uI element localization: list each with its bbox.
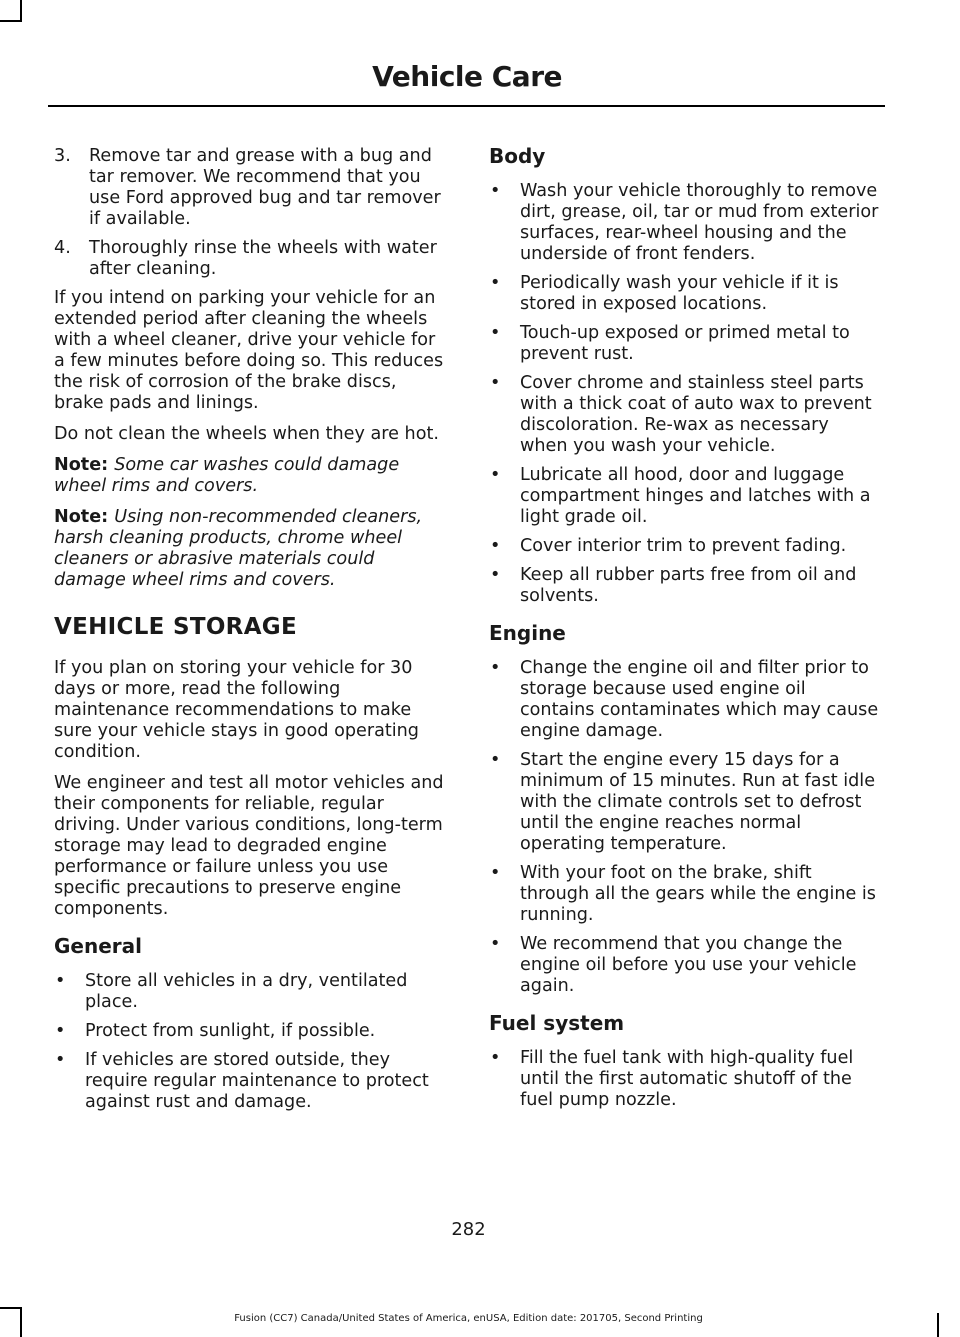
bullet-icon: • — [490, 465, 501, 485]
subsection-heading: General — [54, 934, 142, 958]
crop-mark-top-left-h — [0, 20, 22, 22]
list-item — [489, 750, 881, 855]
bullet-icon: • — [490, 1048, 501, 1068]
crop-mark-bottom-right — [937, 1313, 939, 1337]
right-column — [489, 146, 881, 1119]
subsection-heading: Fuel system — [489, 1011, 625, 1035]
bullet-icon: • — [490, 750, 501, 770]
paragraph: If you intend on parking your vehicle for an extended period after cleaning the wheels with a wheel cleaner, drive your vehicle for a few minutes before doing so. This reduces the risk of corrosion of the brake discs, brake pads and linings. — [54, 288, 444, 413]
list-item — [54, 146, 448, 230]
note-label: Note: — [54, 507, 109, 527]
list-item — [489, 934, 881, 997]
note — [54, 507, 448, 591]
subsection-heading: Body — [489, 144, 546, 168]
page-title: Vehicle Care — [372, 60, 562, 93]
bullet-text: Cover interior trim to prevent fading. — [520, 536, 847, 556]
bullet-icon: • — [490, 565, 501, 585]
bullet-icon: • — [490, 536, 501, 556]
note-text: Some car washes could damage wheel rims and covers. — [54, 455, 400, 496]
bullet-icon: • — [490, 373, 501, 393]
bullet-text: Fill the fuel tank with high-quality fuel until the first automatic shutoff of the fuel pump nozzle. — [520, 1048, 854, 1110]
header-divider — [48, 105, 885, 107]
list-item — [489, 465, 881, 528]
list-item — [489, 565, 881, 607]
step-number: 3. — [54, 146, 71, 166]
bullet-icon: • — [490, 323, 501, 343]
step-number: 4. — [54, 238, 71, 258]
list-item — [54, 1050, 448, 1113]
note-text: Using non-recommended cleaners, harsh cleaning products, chrome wheel cleaners or abrasive materials could damage wheel rims and covers. — [54, 507, 423, 590]
bullet-text: Touch-up exposed or primed metal to prevent rust. — [520, 323, 850, 364]
section-heading: VEHICLE STORAGE — [54, 614, 297, 640]
bullet-icon: • — [490, 273, 501, 293]
list-item — [54, 971, 448, 1013]
bullet-text: If vehicles are stored outside, they require regular maintenance to protect against rust and damage. — [85, 1050, 429, 1112]
bullet-text: Protect from sunlight, if possible. — [85, 1021, 376, 1041]
bullet-icon: • — [490, 658, 501, 678]
subsection-heading: Engine — [489, 621, 566, 645]
bullet-text: Lubricate all hood, door and luggage compartment hinges and latches with a light grade oil. — [520, 465, 871, 527]
step-text: Thoroughly rinse the wheels with water after cleaning. — [89, 238, 437, 279]
note — [54, 455, 448, 497]
bullet-text: Store all vehicles in a dry, ventilated place. — [85, 971, 408, 1012]
list-item — [489, 373, 881, 457]
list-item — [54, 238, 448, 280]
crop-mark-bottom-left — [0, 1307, 22, 1309]
bullet-text: We recommend that you change the engine oil before you use your vehicle again. — [520, 934, 857, 996]
bullet-text: Periodically wash your vehicle if it is stored in exposed locations. — [520, 273, 839, 314]
list-item — [489, 658, 881, 742]
left-column — [54, 146, 448, 1121]
list-item — [489, 323, 881, 365]
bullet-icon: • — [490, 934, 501, 954]
bullet-text: Keep all rubber parts free from oil and solvents. — [520, 565, 857, 606]
note-label: Note: — [54, 455, 109, 475]
paragraph: We engineer and test all motor vehicles and their components for reliable, regular driving. Under various conditions, long-term storage may lead to degraded engine performance or failure unless you use specific precautions to preserve engine components. — [54, 773, 444, 919]
step-text: Remove tar and grease with a bug and tar remover. We recommend that you use Ford approved bug and tar remover if available. — [89, 146, 441, 229]
bullet-text: Cover chrome and stainless steel parts with a thick coat of auto wax to prevent discoloration. Re-wax as necessary when you wash your vehicle. — [520, 373, 872, 456]
bullet-text: With your foot on the brake, shift through all the gears while the engine is running. — [520, 863, 876, 925]
list-item — [489, 1048, 881, 1111]
list-item — [54, 1021, 448, 1042]
bullet-text: Start the engine every 15 days for a minimum of 15 minutes. Run at fast idle with the climate controls set to defrost until the engine reaches normal operating temperature. — [520, 750, 876, 854]
list-item — [489, 273, 881, 315]
page-number: 282 — [451, 1219, 486, 1240]
crop-mark-top-left — [20, 0, 22, 22]
paragraph: Do not clean the wheels when they are hot. — [54, 424, 439, 444]
bullet-icon: • — [55, 1050, 66, 1070]
bullet-text: Wash your vehicle thoroughly to remove dirt, grease, oil, tar or mud from exterior surfaces, rear-wheel housing and the underside of front fenders. — [520, 181, 879, 264]
list-item — [489, 863, 881, 926]
paragraph: If you plan on storing your vehicle for 30 days or more, read the following maintenance recommendations to make sure your vehicle stays in good operating condition. — [54, 658, 419, 762]
bullet-icon: • — [55, 971, 66, 991]
footer-edition-info: Fusion (CC7) Canada/United States of America, enUSA, Edition date: 201705, Second Printing — [234, 1313, 703, 1324]
list-item — [489, 536, 881, 557]
bullet-icon: • — [55, 1021, 66, 1041]
bullet-icon: • — [490, 181, 501, 201]
list-item — [489, 181, 881, 265]
bullet-icon: • — [490, 863, 501, 883]
bullet-text: Change the engine oil and filter prior to storage because used engine oil contains contaminates which may cause engine damage. — [520, 658, 879, 741]
